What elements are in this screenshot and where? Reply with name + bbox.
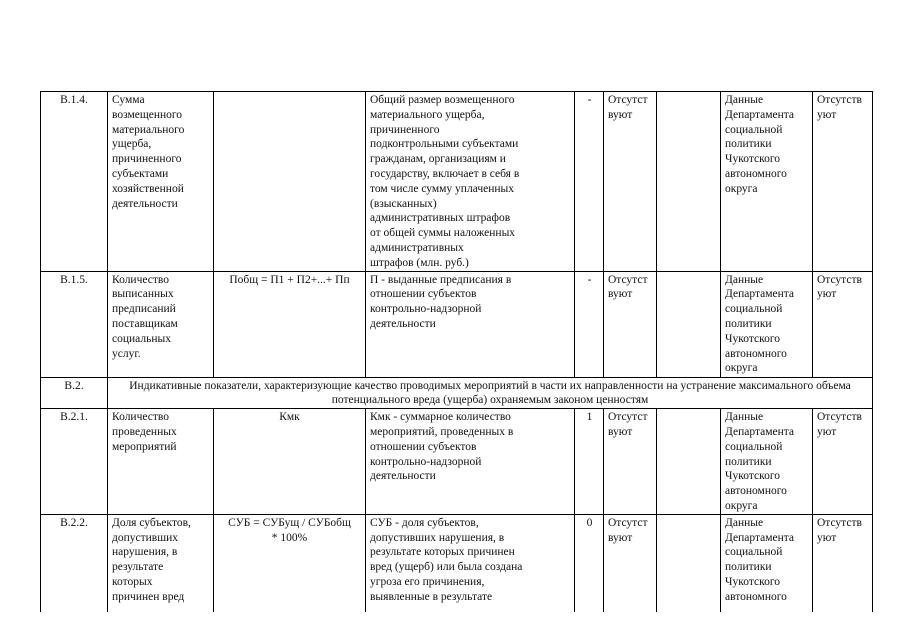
indicator-comment: Отсутст вуют: [604, 271, 657, 377]
indicator-formula: СУБ = СУБущ / СУБобщ * 100%: [214, 514, 366, 612]
indicator-description: П - выданные предписания в отношении субъектов контрольно-надзорной деятельности: [366, 271, 575, 377]
indicator-target-value: -: [575, 92, 604, 272]
indicator-data-source: Данные Департамента социальной политики Чукотского автономного округа: [721, 409, 813, 515]
indicator-name: Количество выписанных предписаний поставщикам социальных услуг.: [108, 271, 214, 377]
indicator-description: СУБ - доля субъектов, допустивших нарушения, в результате которых причинен вред (ущерб) или была создана угроза его причинения, выявленные в результате: [366, 514, 575, 612]
indicator-name: Доля субъектов, допустивших нарушения, в результате которых причинен вред: [108, 514, 214, 612]
indicator-target-value: -: [575, 271, 604, 377]
indicator-target-value: 0: [575, 514, 604, 612]
table-row: [41, 514, 873, 612]
indicator-note: Отсутств уют: [813, 409, 873, 515]
indicator-code: В.2.1.: [41, 409, 108, 515]
indicator-empty-cell: [657, 271, 721, 377]
section-title: Индикативные показатели, характеризующие качество проводимых мероприятий в части их направленности на устранение максимального объема потенциального вреда (ущерба) охраняемым законом ценностям: [108, 377, 873, 409]
table-row: [41, 271, 873, 377]
indicator-empty-cell: [657, 92, 721, 272]
indicator-note: Отсутств уют: [813, 271, 873, 377]
table-row: [41, 92, 873, 272]
indicator-data-source: Данные Департамента социальной политики Чукотского автономного округа: [721, 271, 813, 377]
indicators-table: [40, 91, 873, 612]
indicator-comment: Отсутст вуют: [604, 409, 657, 515]
indicator-data-source: Данные Департамента социальной политики Чукотского автономного: [721, 514, 813, 612]
indicator-code: В.1.4.: [41, 92, 108, 272]
indicator-empty-cell: [657, 514, 721, 612]
section-code: В.2.: [41, 377, 108, 409]
indicator-comment: Отсутст вуют: [604, 92, 657, 272]
indicator-formula: Кмк: [214, 409, 366, 515]
indicator-description: Кмк - суммарное количество мероприятий, проведенных в отношении субъектов контрольно-надзорной деятельности: [366, 409, 575, 515]
indicator-name: Сумма возмещенного материального ущерба, причиненного субъектами хозяйственной деятельности: [108, 92, 214, 272]
indicator-code: В.2.2.: [41, 514, 108, 612]
indicator-formula: [214, 92, 366, 272]
indicator-target-value: 1: [575, 409, 604, 515]
indicator-note: Отсутств уют: [813, 514, 873, 612]
indicator-name: Количество проведенных мероприятий: [108, 409, 214, 515]
indicator-code: В.1.5.: [41, 271, 108, 377]
indicator-formula: Побщ = П1 + П2+...+ Пп: [214, 271, 366, 377]
indicator-data-source: Данные Департамента социальной политики Чукотского автономного округа: [721, 92, 813, 272]
table-row: [41, 409, 873, 515]
indicator-comment: Отсутст вуют: [604, 514, 657, 612]
indicator-note: Отсутств уют: [813, 92, 873, 272]
indicator-description: Общий размер возмещенного материального ущерба, причиненного подконтрольными субъектами гражданам, организациям и государству, включает в себя в том числе сумму уплаченных (взысканных) административных штрафов от общей суммы наложенных административных штрафов (млн. руб.): [366, 92, 575, 272]
indicator-empty-cell: [657, 409, 721, 515]
section-header-row: [41, 377, 873, 409]
